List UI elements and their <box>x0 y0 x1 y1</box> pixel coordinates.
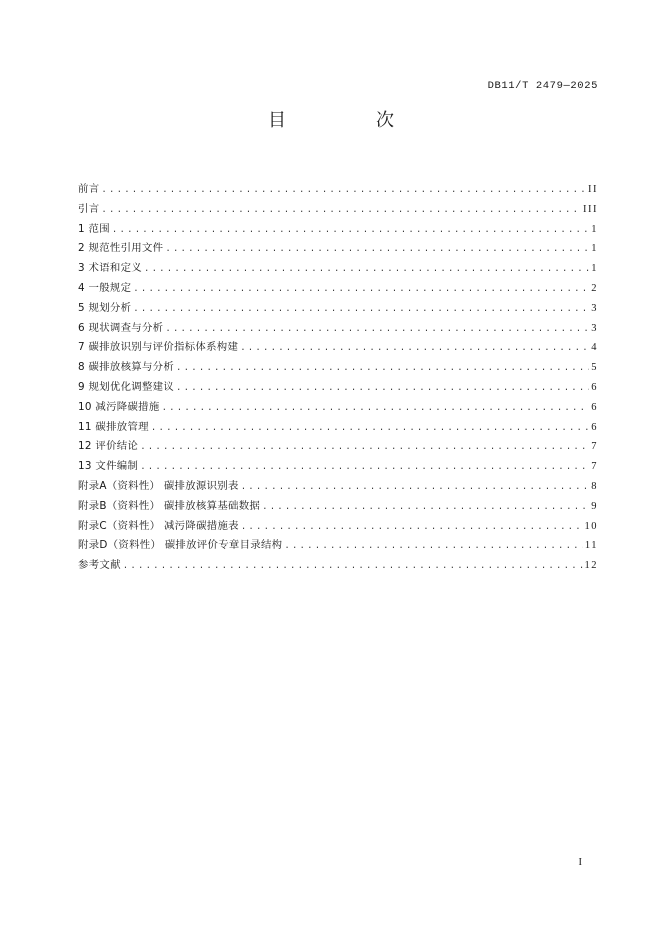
toc-entry-page: 7 <box>591 441 598 453</box>
toc-entry-label: 7 碳排放识别与评价指标体系构建 <box>78 341 239 354</box>
toc-entry-page: 10 <box>584 520 598 532</box>
toc-entry-page: II <box>588 184 598 195</box>
toc-entry-label: 参考文献 <box>78 559 121 572</box>
toc-entry-general-provisions[interactable] <box>78 279 598 299</box>
toc-entry-page: 6 <box>591 401 598 413</box>
dot-leader <box>176 359 589 379</box>
toc-entry-normative-references[interactable] <box>78 239 598 259</box>
toc-entry-status-survey[interactable] <box>78 319 598 339</box>
toc-entry-label: 前言 <box>78 183 100 195</box>
toc-entry-optimization-suggestions[interactable] <box>78 378 598 398</box>
toc-entry-label: 附录A（资料性） 碳排放源识别表 <box>78 479 239 492</box>
dot-leader <box>112 221 589 241</box>
page-title: 目 次 <box>268 110 430 131</box>
dot-leader <box>262 498 589 518</box>
dot-leader <box>123 557 583 577</box>
toc-entry-page: 12 <box>584 560 598 572</box>
toc-entry-appendix-a[interactable] <box>78 477 598 497</box>
toc-entry-scope[interactable] <box>78 220 598 240</box>
toc-entry-label: 5 规划分析 <box>78 301 132 314</box>
toc-entry-appendix-b[interactable] <box>78 497 598 517</box>
toc-entry-page: 11 <box>584 540 598 552</box>
toc-entry-planning-analysis[interactable] <box>78 299 598 319</box>
toc-entry-label: 附录C（资料性） 减污降碳措施表 <box>78 519 239 532</box>
dot-leader <box>140 438 589 458</box>
toc-entry-foreword[interactable] <box>78 180 598 200</box>
toc-entry-label: 6 现状调查与分析 <box>78 321 164 334</box>
toc-entry-conclusions[interactable] <box>78 437 598 457</box>
toc-entry-label: 4 一般规定 <box>78 281 132 294</box>
dot-leader <box>162 399 590 419</box>
toc-entry-page: 3 <box>591 302 598 314</box>
toc-entry-appendix-c[interactable] <box>78 517 598 537</box>
toc-entry-page: III <box>583 203 598 215</box>
dot-leader <box>176 379 589 399</box>
toc-entry-label: 附录B（资料性） 碳排放核算基础数据 <box>78 499 261 512</box>
dot-leader <box>240 339 589 359</box>
toc-entry-page: 8 <box>591 480 598 492</box>
toc-entry-page: 6 <box>591 381 598 393</box>
dot-leader <box>165 240 589 260</box>
toc-entry-label: 引言 <box>78 202 100 215</box>
dot-leader <box>101 201 581 221</box>
toc-entry-page: 1 <box>591 263 598 275</box>
toc-entry-label: 2 规范性引用文件 <box>78 242 164 255</box>
toc-entry-label: 12 评价结论 <box>78 440 139 453</box>
toc-entry-page: 6 <box>591 421 598 433</box>
toc-entry-page: 5 <box>591 362 598 374</box>
toc-entry-label: 1 范围 <box>78 222 110 235</box>
dot-leader <box>140 458 589 478</box>
toc-entry-emission-identification[interactable] <box>78 338 598 358</box>
dot-leader <box>133 300 589 320</box>
toc-entry-reduction-measures[interactable] <box>78 398 598 418</box>
page-number: I <box>578 857 582 868</box>
toc-entry-emission-accounting[interactable] <box>78 358 598 378</box>
dot-leader <box>144 260 589 280</box>
toc-entry-label: 10 减污降碳措施 <box>78 400 160 413</box>
toc-entry-appendix-d[interactable] <box>78 536 598 556</box>
toc-entry-label: 11 碳排放管理 <box>78 420 149 433</box>
dot-leader <box>241 518 583 538</box>
dot-leader <box>133 280 589 300</box>
document-code: DB11/T 2479—2025 <box>487 80 598 92</box>
toc-entry-page: 2 <box>591 282 598 294</box>
toc-entry-page: 1 <box>591 243 598 255</box>
dot-leader <box>101 181 586 201</box>
dot-leader <box>151 419 589 439</box>
toc-entry-page: 7 <box>591 461 598 473</box>
toc-entry-bibliography[interactable] <box>78 556 598 576</box>
toc-entry-terms-definitions[interactable] <box>78 259 598 279</box>
toc-entry-page: 9 <box>591 500 598 512</box>
toc-entry-introduction[interactable] <box>78 200 598 220</box>
toc-entry-page: 4 <box>591 342 598 354</box>
table-of-contents <box>78 180 598 576</box>
dot-leader <box>284 537 583 557</box>
toc-entry-label: 8 碳排放核算与分析 <box>78 361 175 374</box>
toc-entry-page: 1 <box>591 223 598 235</box>
toc-entry-label: 13 文件编制 <box>78 460 139 473</box>
toc-entry-label: 附录D（资料性） 碳排放评价专章目录结构 <box>78 539 283 552</box>
toc-entry-emission-management[interactable] <box>78 418 598 438</box>
dot-leader <box>165 320 589 340</box>
toc-entry-document-compilation[interactable] <box>78 457 598 477</box>
dot-leader <box>241 478 590 498</box>
toc-entry-label: 3 术语和定义 <box>78 262 142 275</box>
toc-entry-page: 3 <box>591 322 598 334</box>
toc-entry-label: 9 规划优化调整建议 <box>78 380 175 393</box>
